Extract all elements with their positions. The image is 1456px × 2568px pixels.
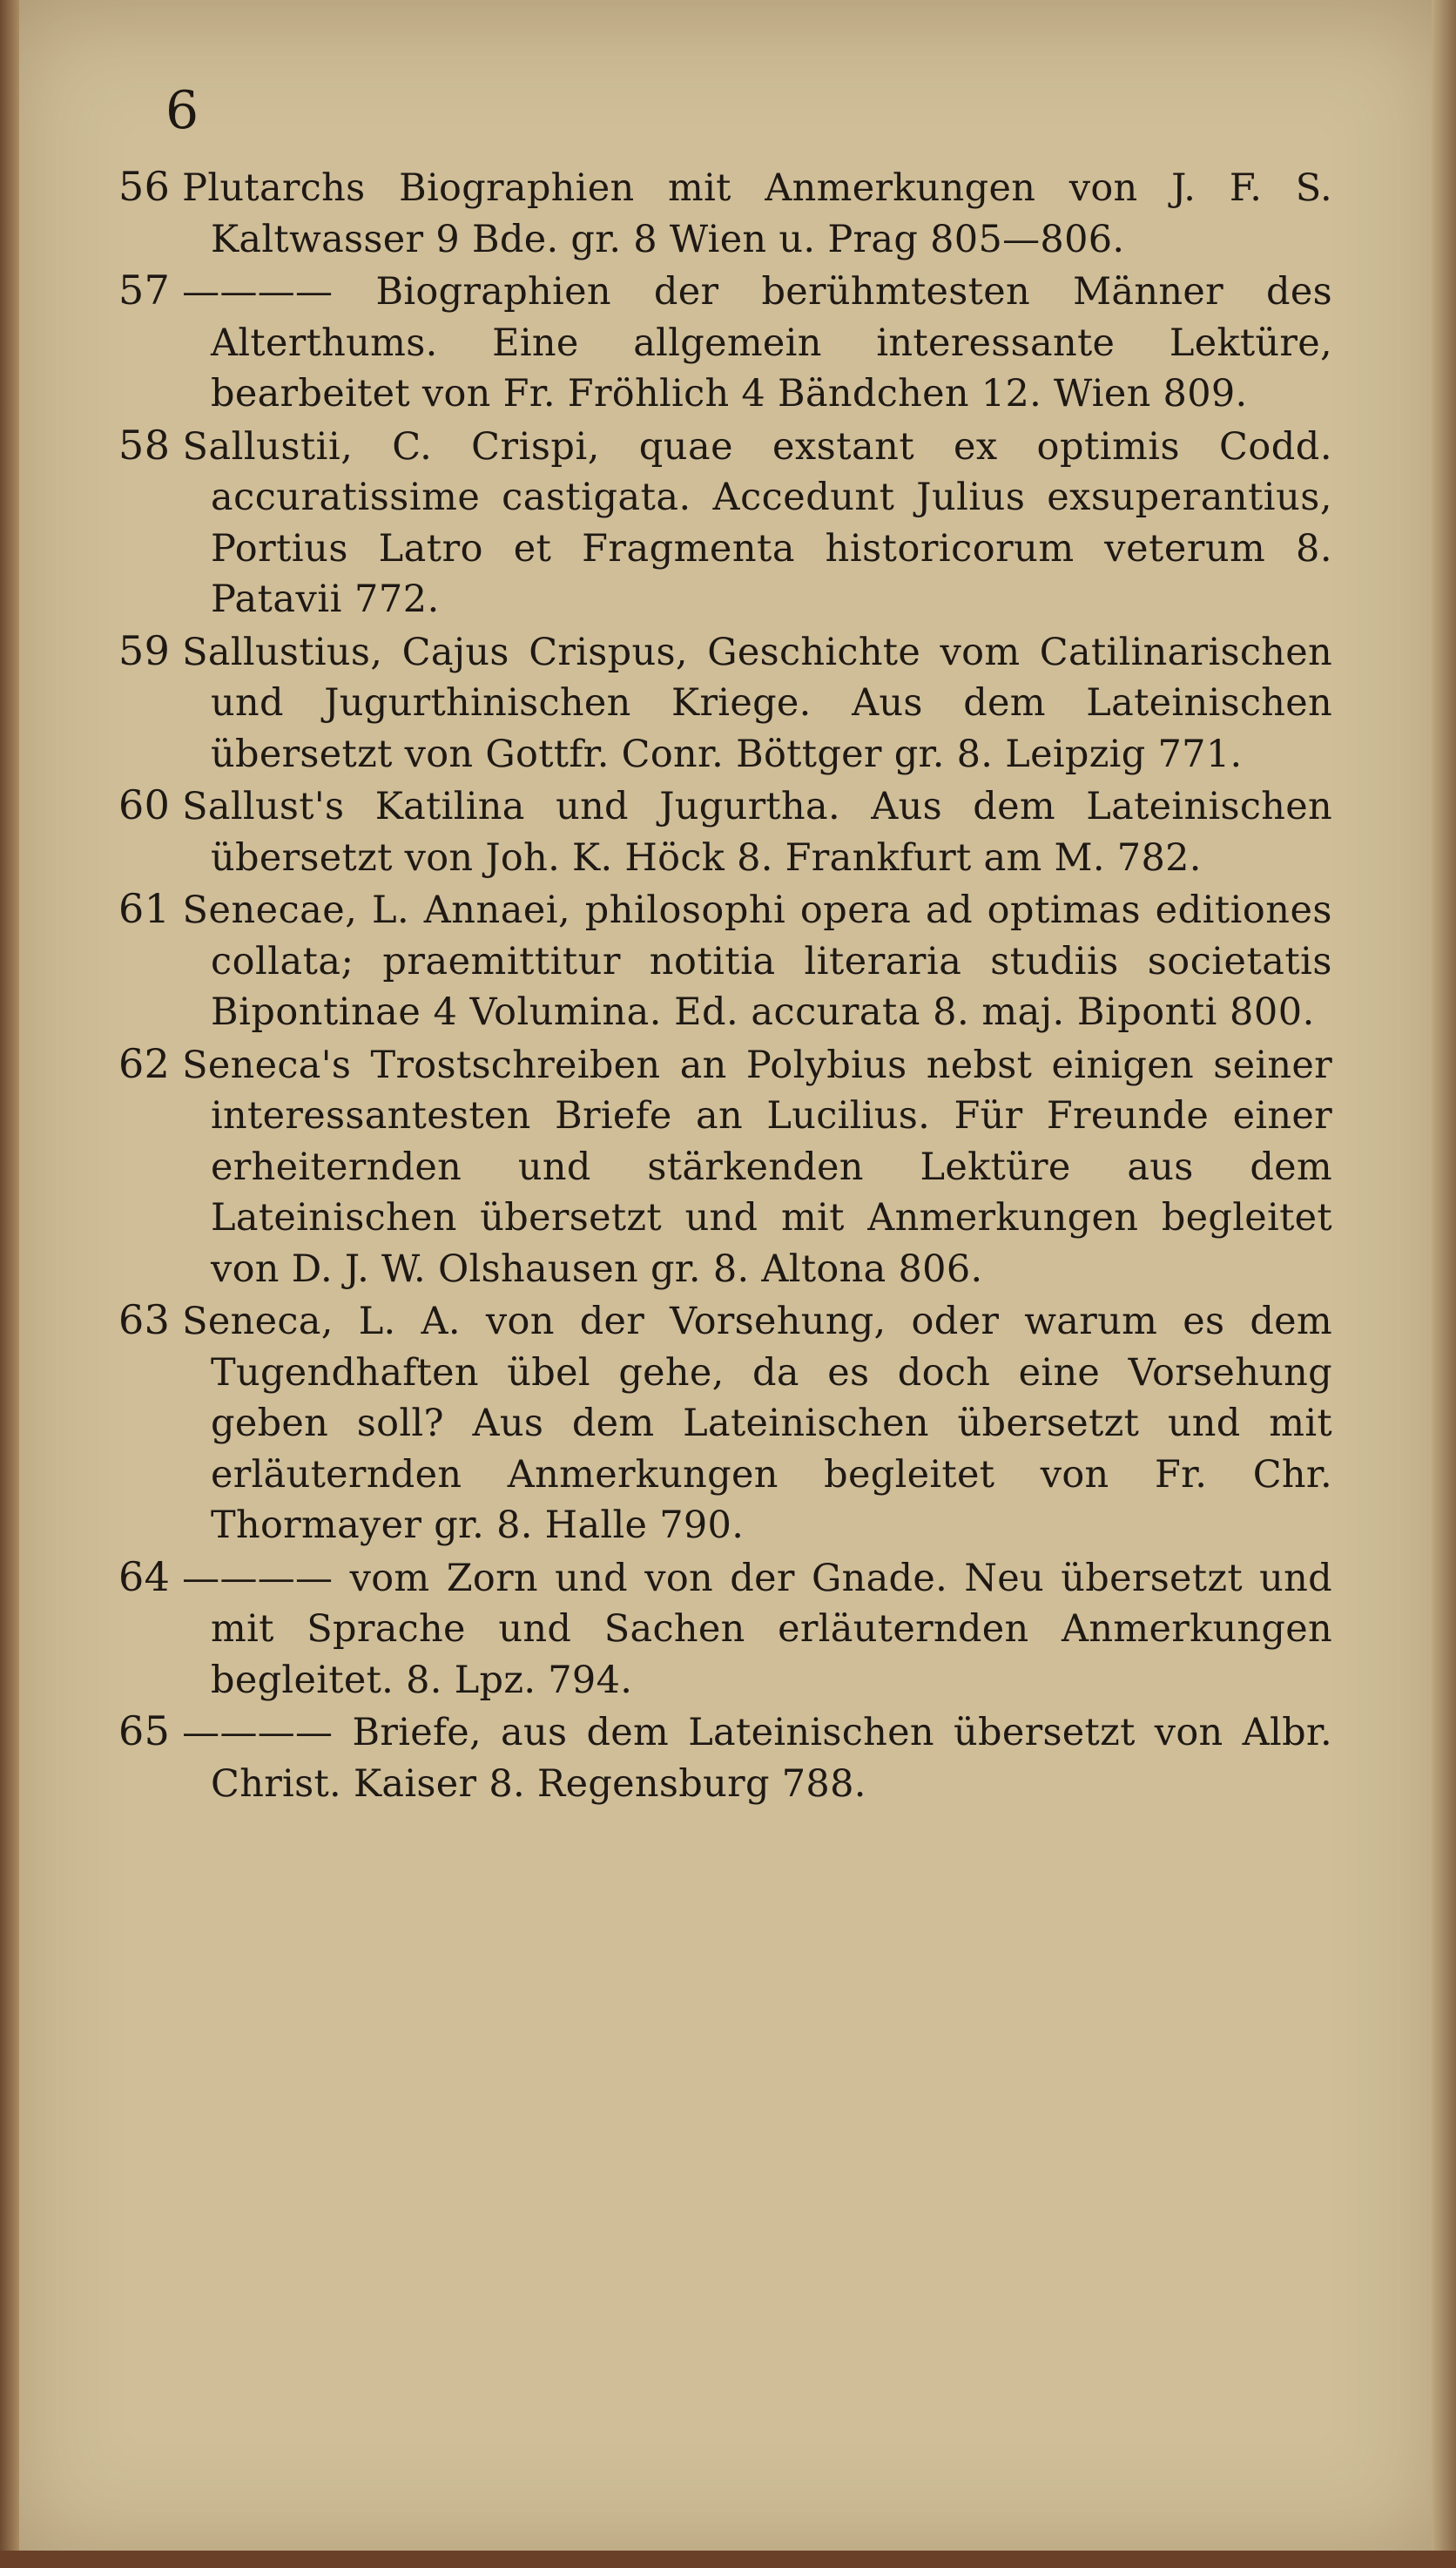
entry-number: 65 bbox=[118, 1707, 171, 1754]
entry-text: Sallustii, C. Crispi, quae exstant ex optimis Codd. accuratissime castigata. Accedunt Julius exsuperantius, Portius Latro et Fragmenta historicorum veterum 8. Patavii 772. bbox=[182, 424, 1332, 621]
catalog-entry bbox=[118, 161, 1332, 265]
entry-number: 61 bbox=[118, 885, 171, 932]
catalog-entry bbox=[118, 1294, 1332, 1551]
catalog-entry bbox=[118, 1706, 1332, 1809]
entry-number: 59 bbox=[118, 626, 171, 674]
entry-text: Seneca's Trostschreiben an Polybius nebst einigen seiner interessantesten Briefe an Lucilius. Für Freunde einer erheiternden und stärkenden Lektüre aus dem Lateinischen übersetzt und mit Anmerkungen begleitet von D. J. W. Olshausen gr. 8. Altona 806. bbox=[182, 1043, 1332, 1291]
catalog-entry bbox=[118, 625, 1332, 781]
page-number: 6 bbox=[165, 80, 200, 141]
entry-text: Sallustius, Cajus Crispus, Geschichte vom Catilinarischen und Jugurthinischen Kriege. Aus dem Lateinischen übersetzt von Gottfr. Conr. Böttger gr. 8. Leipzig 771. bbox=[182, 630, 1332, 776]
entry-text: Senecae, L. Annaei, philosophi opera ad optimas editiones collata; praemittitur notitia literaria studiis societatis Bipontinae 4 Volumina. Ed. accurata 8. maj. Biponti 800. bbox=[182, 889, 1332, 1034]
catalog-entries bbox=[118, 161, 1332, 1809]
entry-number: 63 bbox=[118, 1296, 171, 1343]
catalog-entry bbox=[118, 265, 1332, 420]
page-bottom-edge bbox=[0, 2551, 1456, 2568]
entry-text: Seneca, L. A. von der Vorsehung, oder warum es dem Tugendhaften übel gehe, da es doch eine Vorsehung geben soll? Aus dem Lateinischen übersetzt und mit erläuternden Anmerkungen begleitet von Fr. Chr. Thormayer gr. 8. Halle 790. bbox=[182, 1300, 1332, 1547]
entry-number: 58 bbox=[118, 421, 171, 469]
catalog-entry bbox=[118, 780, 1332, 883]
entry-number: 56 bbox=[118, 163, 171, 210]
page-right-edge bbox=[1432, 0, 1456, 2568]
entry-number: 57 bbox=[118, 267, 171, 314]
catalog-entry bbox=[118, 1551, 1332, 1706]
entry-text: Plutarchs Biographien mit Anmerkungen von J. F. S. Kaltwasser 9 Bde. gr. 8 Wien u. Prag 805—806. bbox=[182, 166, 1332, 261]
catalog-entry bbox=[118, 420, 1332, 625]
entry-text: ———— Briefe, aus dem Lateinischen übersetzt von Albr. Christ. Kaiser 8. Regensburg 788. bbox=[182, 1711, 1332, 1806]
book-spine-edge bbox=[0, 0, 19, 2568]
catalog-entry bbox=[118, 883, 1332, 1038]
entry-text: ———— vom Zorn und von der Gnade. Neu übersetzt und mit Sprache und Sachen erläuternden Anmerkungen begleitet. 8. Lpz. 794. bbox=[182, 1556, 1332, 1702]
entry-number: 60 bbox=[118, 781, 171, 828]
entry-number: 64 bbox=[118, 1552, 171, 1600]
entry-text: ———— Biographien der berühmtesten Männer des Alterthums. Eine allgemein interessante Lektüre, bearbeitet von Fr. Fröhlich 4 Bändchen 12. Wien 809. bbox=[182, 270, 1332, 416]
entry-text: Sallust's Katilina und Jugurtha. Aus dem Lateinischen übersetzt von Joh. K. Höck 8. Frankfurt am M. 782. bbox=[182, 785, 1332, 880]
catalog-entry bbox=[118, 1038, 1332, 1295]
entry-number: 62 bbox=[118, 1039, 171, 1087]
